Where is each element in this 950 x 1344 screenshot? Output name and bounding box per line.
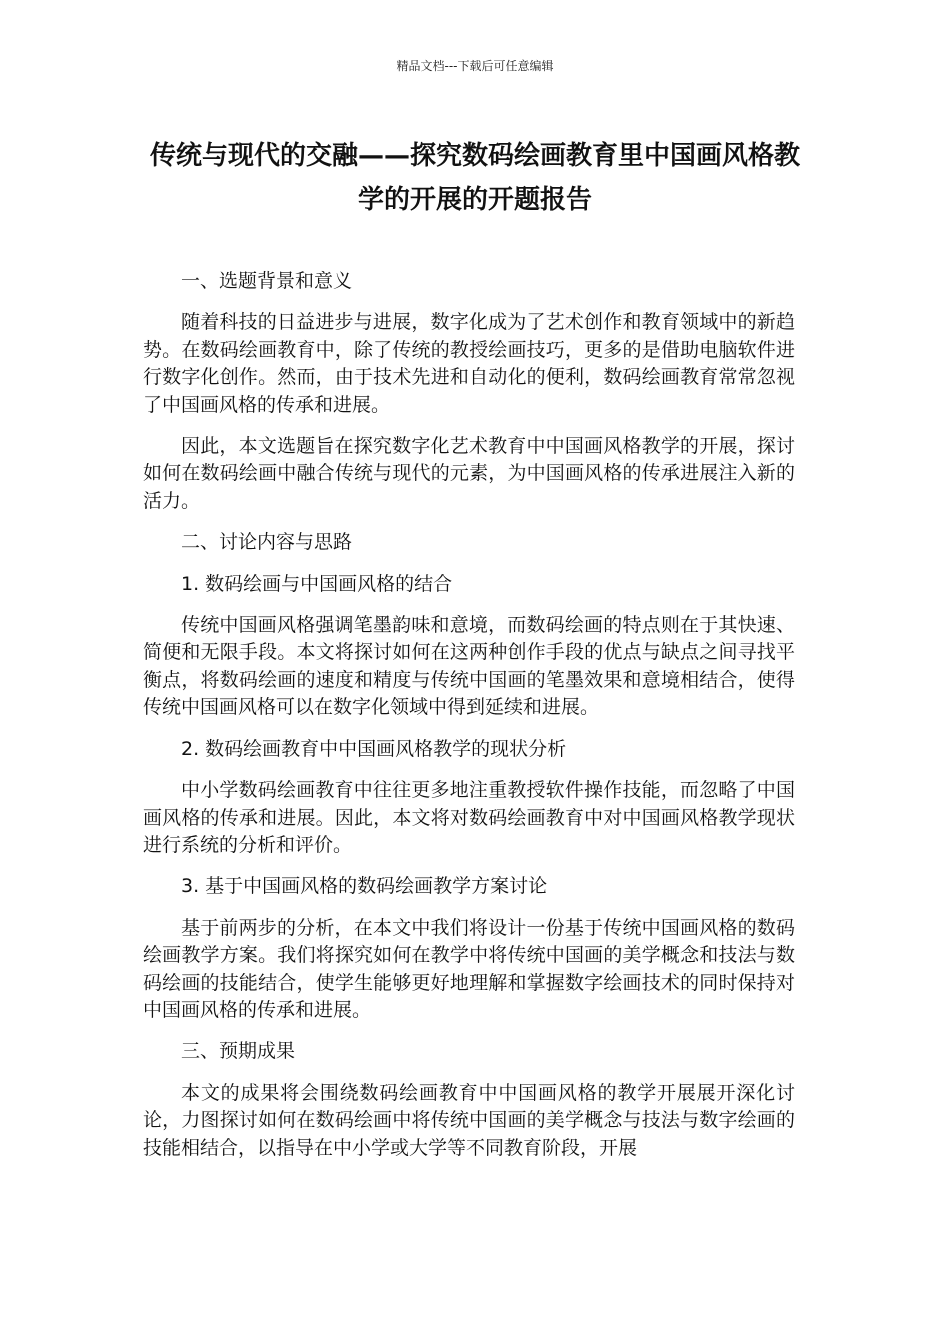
document-body [143,268,795,1176]
header-note: 精品文档---下载后可任意编辑 [396,59,554,73]
subheading-teaching-plan: 3. 基于中国画风格的数码绘画教学方案讨论 [181,875,548,898]
paragraph-background-1: 随着科技的日益进步与进展，数字化成为了艺术创作和教育领域中的新趋势。在数码绘画教育中，除了传统的教授绘画技巧，更多的是借助电脑软件进行数字化创作。然而，由于技术先进和自动化的便利，数码绘画教育常常忽视了中国画风格的传承和进展。 [143,311,795,416]
subheading-combination: 1. 数码绘画与中国画风格的结合 [181,572,453,595]
section-heading-background: 一、选题背景和意义 [181,270,353,292]
document-title: 传统与现代的交融——探究数码绘画教育里中国画风格教学的开展的开题报告 [149,141,800,215]
paragraph-combination: 传统中国画风格强调笔墨韵味和意境，而数码绘画的特点则在于其快速、简便和无限手段。本文将探讨如何在这两种创作手段的优点与缺点之间寻找平衡点，将数码绘画的速度和精度与传统中国画的笔墨效果和意境相结合，使得传统中国画风格可以在数字化领域中得到延续和进展。 [143,614,795,719]
paragraph-status-analysis: 中小学数码绘画教育中往往更多地注重教授软件操作技能，而忽略了中国画风格的传承和进展。因此，本文将对数码绘画教育中对中国画风格教学现状进行系统的分析和评价。 [143,779,795,856]
paragraph-background-2: 因此，本文选题旨在探究数字化艺术教育中中国画风格教学的开展，探讨如何在数码绘画中融合传统与现代的元素，为中国画风格的传承进展注入新的活力。 [143,435,795,512]
section-heading-research: 二、讨论内容与思路 [181,531,353,554]
paragraph-expected-results: 本文的成果将会围绕数码绘画教育中中国画风格的教学开展展开深化讨论，力图探讨如何在数码绘画中将传统中国画的美学概念与技法与数字绘画的技能相结合，以指导在中小学或大学等不同教育阶段，开展 [143,1081,795,1159]
paragraph-teaching-plan: 基于前两步的分析，在本文中我们将设计一份基于传统中国画风格的数码绘画教学方案。我们将探究如何在教学中将传统中国画的美学概念和技法与数码绘画的技能结合，使学生能够更好地理解和掌握数字绘画技术的同时保持对中国画风格的传承和进展。 [143,916,795,1021]
section-heading-expected-results: 三、预期成果 [181,1040,296,1063]
subheading-status-analysis: 2. 数码绘画教育中中国画风格教学的现状分析 [181,737,567,760]
